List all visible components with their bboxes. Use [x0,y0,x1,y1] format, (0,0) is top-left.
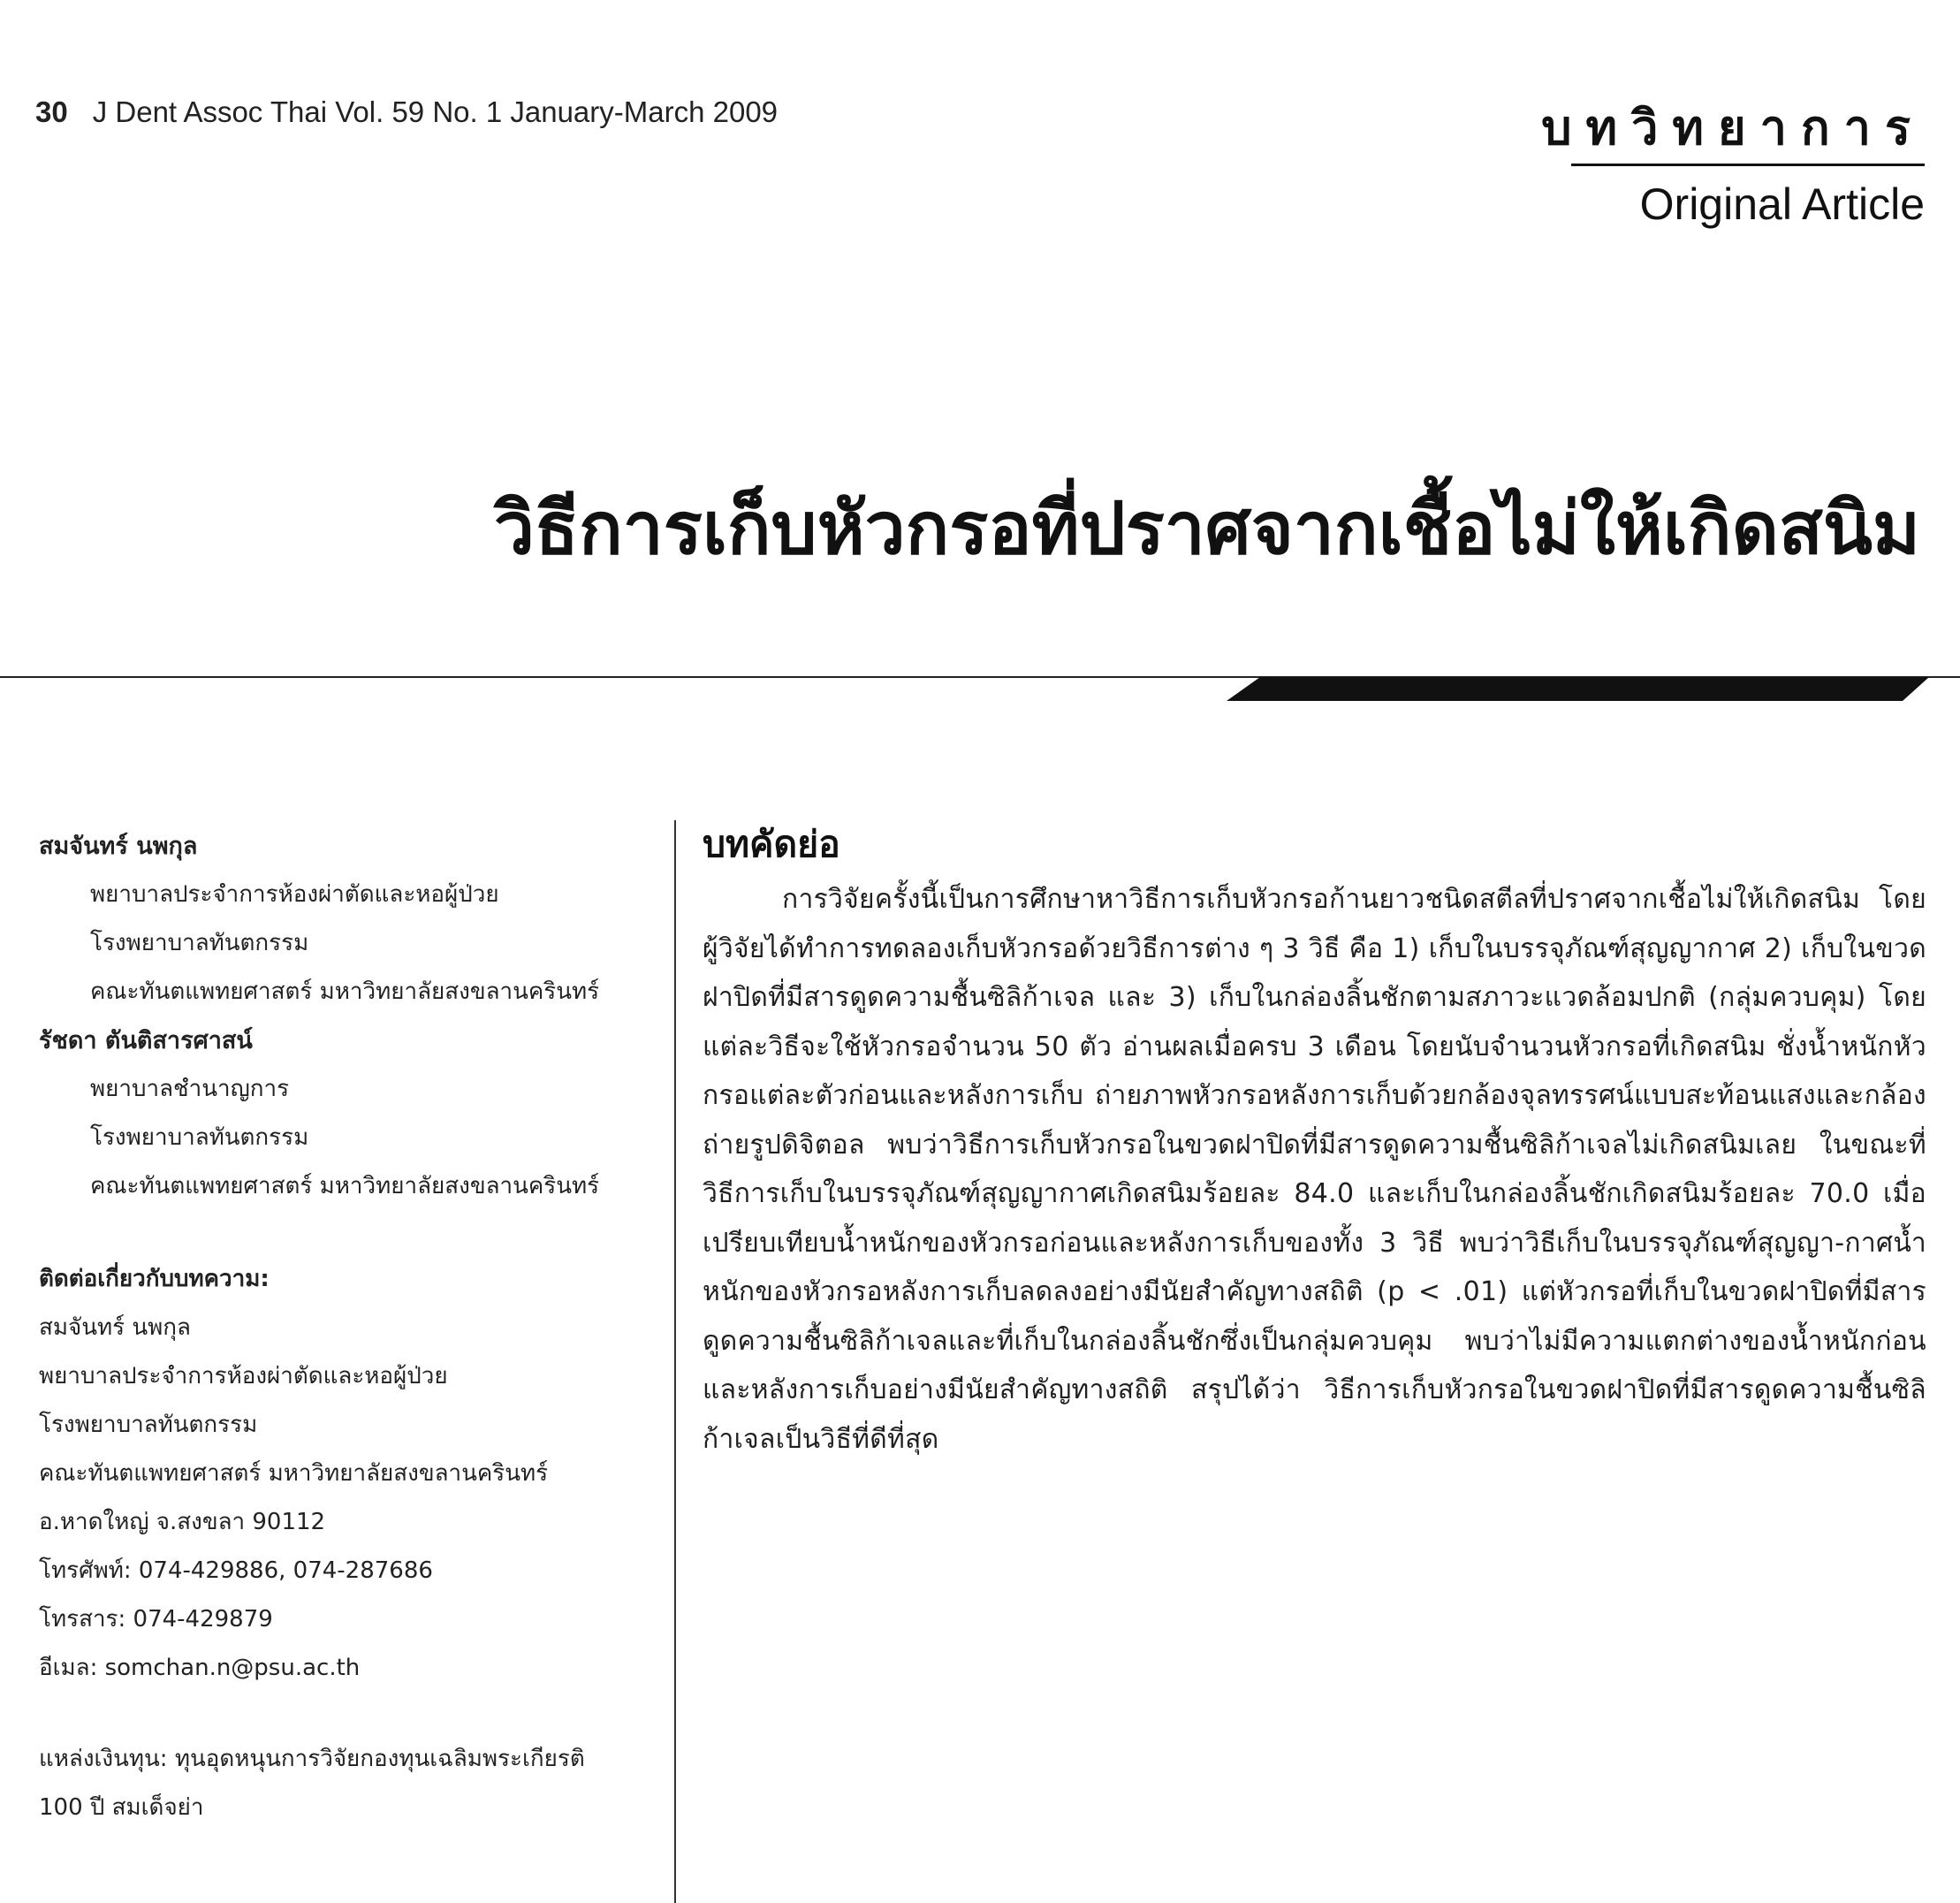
author-affiliation: พยาบาลชำนาญการ [90,1076,290,1102]
author-info-column [39,822,657,1832]
contact-line: คณะทันตแพทยศาสตร์ มหาวิทยาลัยสงขลานครินทร์ [39,1460,549,1487]
running-head [35,95,778,129]
contact-phone: โทรศัพท์: 074-429886, 074-287686 [39,1557,433,1584]
column-divider [674,820,676,1903]
funding-statement: แหล่งเงินทุน: ทุนอุดหนุนการวิจัยกองทุนเฉลิมพระเกียรติ [39,1746,585,1772]
contact-heading: ติดต่อเกี่ยวกับบทความ: [39,1266,270,1292]
journal-citation: J Dent Assoc Thai Vol. 59 No. 1 January-March 2009 [92,95,779,128]
contact-fax: โทรสาร: 074-429879 [39,1606,273,1633]
page-number: 30 [35,95,68,128]
section-label-thai: บทวิทยาการ [1541,100,1925,156]
author-affiliation: คณะทันตแพทยศาสตร์ มหาวิทยาลัยสงขลานครินทร์ [90,1173,600,1199]
author-affiliation: พยาบาลประจำการห้องผ่าตัดและหอผู้ป่วย [90,881,499,908]
abstract-heading: บทคัดย่อ [703,823,840,865]
contact-email: อีเมล: somchan.n@psu.ac.th [39,1655,361,1681]
contact-line: พยาบาลประจำการห้องผ่าตัดและหอผู้ป่วย [39,1363,448,1389]
funding-statement: 100 ปี สมเด็จย่า [39,1794,204,1821]
section-label-rule [1571,164,1925,166]
abstract-column [703,813,1926,1464]
contact-line: อ.หาดใหญ่ จ.สงขลา 90112 [39,1509,326,1535]
author-affiliation: โรงพยาบาลทันตกรรม [90,930,309,956]
author-affiliation: คณะทันตแพทยศาสตร์ มหาวิทยาลัยสงขลานครินทร์ [90,978,600,1005]
title-divider-wedge [1227,677,1929,701]
contact-line: โรงพยาบาลทันตกรรม [39,1412,258,1438]
author-name: รัชดา ตันติสารศาสน์ [39,1027,253,1054]
author-affiliation: โรงพยาบาลทันตกรรม [90,1124,309,1151]
article-title: วิธีการเก็บหัวกรอที่ปราศจากเชื้อไม่ให้เกิดสนิม [494,487,1920,571]
section-label-english: Original Article [1639,179,1925,229]
author-name: สมจันทร์ นพกุล [39,833,198,860]
abstract-body: การวิจัยครั้งนี้เป็นการศึกษาหาวิธีการเก็บหัวกรอก้านยาวชนิดสตีลที่ปราศจากเชื้อไม่ให้เกิดสนิม โดยผู้วิจัยได้ทำการทดลองเก็บหัวกรอด้วยวิธีการต่าง ๆ 3 วิธี คือ 1) เก็บในบรรจุภัณฑ์สุญญากาศ 2) เก็บในขวดฝาปิดที่มีสารดูดความชื้นซิลิก้าเจล และ 3) เก็บในกล่องลิ้นชักตามสภาวะแวดล้อมปกติ (กลุ่มควบคุม) โดยแต่ละวิธีจะใช้หัวกรอจำนวน 50 ตัว อ่านผลเมื่อครบ 3 เดือน โดยนับจำนวนหัวกรอที่เกิดสนิม ชั่งน้ำหนักหัวกรอแต่ละตัวก่อนและหลังการเก็บ ถ่ายภาพหัวกรอหลังการเก็บด้วยกล้องจุลทรรศน์แบบสะท้อนแสงและกล้องถ่ายรูปดิจิตอล พบว่าวิธีการเก็บหัวกรอในขวดฝาปิดที่มีสารดูดความชื้นซิลิก้าเจลไม่เกิดสนิมเลย ในขณะที่วิธีการเก็บในบรรจุภัณฑ์สุญญากาศเกิดสนิมร้อยละ 84.0 และเก็บในกล่องลิ้นชักเกิดสนิมร้อยละ 70.0 เมื่อเปรียบเทียบน้ำหนักของหัวกรอก่อนและหลังการเก็บของทั้ง 3 วิธี พบว่าวิธีเก็บในบรรจุภัณฑ์สุญญา-กาศน้ำหนักของหัวกรอหลังการเก็บลดลงอย่างมีนัยสำคัญทางสถิติ (p < .01) แต่หัวกรอที่เก็บในขวดฝาปิดที่มีสารดูดความชื้นซิลิก้าเจลและที่เก็บในกล่องลิ้นชักซึ่งเป็นกลุ่มควบคุม พบว่าไม่มีความแตกต่างของน้ำหนักก่อนและหลังการเก็บอย่างมีนัยสำคัญทางสถิติ สรุปได้ว่า วิธีการเก็บหัวกรอในขวดฝาปิดที่มีสารดูดความชื้นซิลิก้าเจลเป็นวิธีที่ดีที่สุด [703,884,1926,1455]
contact-line: สมจันทร์ นพกุล [39,1314,191,1341]
